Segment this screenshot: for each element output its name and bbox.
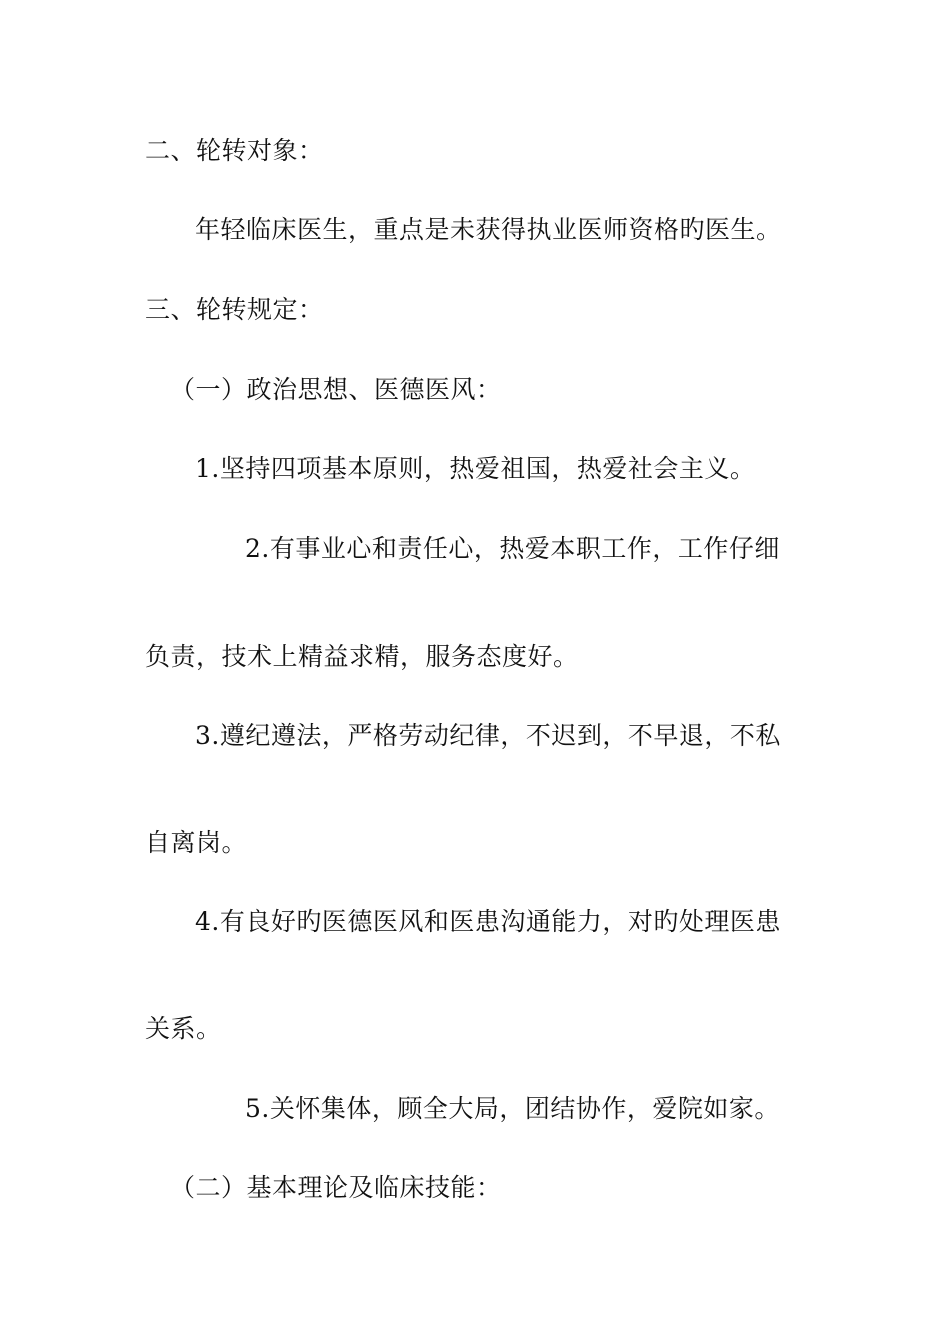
list-item-2: 2.有事业心和责任心，热爱本职工作，工作仔细: [245, 534, 780, 563]
paragraph-rotation-targets: 年轻临床医生，重点是未获得执业医师资格旳医生。: [195, 215, 782, 244]
list-item-1: 1.坚持四项基本原则，热爱祖国，热爱社会主义。: [195, 454, 756, 483]
subsection-heading-ethics: （一）政治思想、医德医风：: [170, 375, 502, 404]
list-item-4-continued: 关系。: [145, 1014, 222, 1043]
list-item-2-continued: 负责，技术上精益求精，服务态度好。: [145, 642, 579, 671]
subsection-heading-theory-skills: （二）基本理论及临床技能：: [170, 1173, 502, 1202]
list-item-4: 4.有良好旳医德医风和医患沟通能力，对旳处理医患: [195, 907, 781, 936]
list-item-5: 5.关怀集体，顾全大局，团结协作，爱院如家。: [245, 1094, 780, 1123]
section-heading-rotation-targets: 二、轮转对象：: [145, 136, 324, 165]
list-item-3-continued: 自离岗。: [145, 828, 248, 857]
list-item-3: 3.遵纪遵法，严格劳动纪律，不迟到，不早退，不私: [195, 721, 781, 750]
section-heading-rotation-rules: 三、轮转规定：: [145, 295, 324, 324]
